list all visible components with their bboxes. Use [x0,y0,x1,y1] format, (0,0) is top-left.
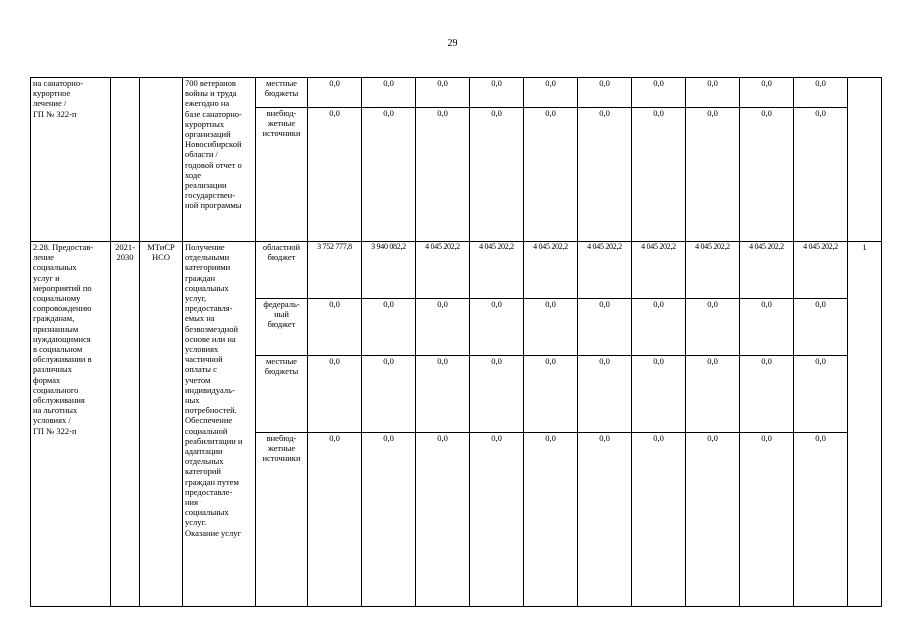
value-cell: 0,0 [524,78,578,108]
value-cell: 0,0 [578,356,632,433]
value-cell: 0,0 [794,433,848,607]
value-cell: 0,0 [740,299,794,356]
value-cell: 0,0 [524,299,578,356]
value-cell: 0,0 [416,78,470,108]
value-cell: 4 045 202,2 [632,242,686,299]
value-cell: 0,0 [686,356,740,433]
value-cell: 0,0 [470,78,524,108]
value-cell: 0,0 [362,433,416,607]
result-cell: 700 ветеранов войны и труда ежегодно на базе санаторно- курортных организаций Новосибирской области / годовой отчет о ходе реализации государствен- ной программы [183,78,256,242]
value-cell: 0,0 [794,356,848,433]
value-cell: 0,0 [416,433,470,607]
value-cell: 0,0 [308,356,362,433]
value-cell: 0,0 [632,356,686,433]
value-cell: 4 045 202,2 [740,242,794,299]
value-cell: 0,0 [416,108,470,242]
value-cell: 0,0 [578,299,632,356]
table-row [31,242,882,299]
value-cell: 0,0 [470,299,524,356]
value-cell: 0,0 [632,78,686,108]
value-cell: 0,0 [686,299,740,356]
value-cell: 0,0 [578,433,632,607]
value-cell: 0,0 [794,78,848,108]
table-row [31,78,882,108]
value-cell: 0,0 [740,108,794,242]
value-cell: 4 045 202,2 [416,242,470,299]
value-cell: 4 045 202,2 [578,242,632,299]
value-cell: 0,0 [362,356,416,433]
value-cell: 0,0 [416,356,470,433]
event-name-cell: на санаторно- курортное лечение / ГП № 322-п [31,78,111,242]
last-column-cell: 1 [848,242,882,607]
value-cell: 0,0 [362,108,416,242]
table-body [31,78,882,607]
page-number: 29 [447,38,458,49]
value-cell: 0,0 [686,78,740,108]
executor-cell [140,78,183,242]
value-cell: 4 045 202,2 [470,242,524,299]
source-label: местные бюджеты [256,356,308,433]
value-cell: 3 940 082,2 [362,242,416,299]
value-cell: 0,0 [578,78,632,108]
value-cell: 0,0 [470,356,524,433]
value-cell: 0,0 [308,78,362,108]
period-cell: 2021- 2030 [111,242,140,607]
value-cell: 0,0 [524,433,578,607]
source-label: внебюд- жетные источники [256,433,308,607]
value-cell: 4 045 202,2 [686,242,740,299]
value-cell: 0,0 [308,299,362,356]
value-cell: 0,0 [794,108,848,242]
executor-cell: МТиСР НСО [140,242,183,607]
value-cell: 0,0 [740,433,794,607]
value-cell: 0,0 [308,433,362,607]
value-cell: 0,0 [740,78,794,108]
value-cell: 0,0 [632,299,686,356]
value-cell: 0,0 [416,299,470,356]
value-cell: 0,0 [794,299,848,356]
program-table [30,77,882,607]
value-cell: 0,0 [632,433,686,607]
last-column-cell [848,78,882,242]
value-cell: 3 752 777,8 [308,242,362,299]
value-cell: 0,0 [686,433,740,607]
value-cell: 0,0 [686,108,740,242]
value-cell: 0,0 [524,108,578,242]
value-cell: 0,0 [470,108,524,242]
value-cell: 4 045 202,2 [794,242,848,299]
result-cell: Получение отдельными категориями граждан социальных услуг, предоставля- емых на безвозмездной основе или на условиях частичной оплаты с учетом индивидуаль- ных потребностей. Обеспечение социальной реабилитации и адаптации отдельных категорий граждан путем предоставле- ния социальных услуг. Оказание услуг [183,242,256,607]
value-cell: 0,0 [308,108,362,242]
source-label: местные бюджеты [256,78,308,108]
value-cell: 0,0 [470,433,524,607]
value-cell: 4 045 202,2 [524,242,578,299]
value-cell: 0,0 [578,108,632,242]
period-cell [111,78,140,242]
value-cell: 0,0 [740,356,794,433]
source-label: областной бюджет [256,242,308,299]
value-cell: 0,0 [362,299,416,356]
value-cell: 0,0 [362,78,416,108]
source-label: внебюд- жетные источники [256,108,308,242]
source-label: федераль- ный бюджет [256,299,308,356]
value-cell: 0,0 [524,356,578,433]
event-name-cell: 2.28. Предостав- ление социальных услуг и мероприятий по социальному сопровождению гражданам, признанным нуждающимися в социальном обслуживании в различных формах социального обслуживания на льготных условиях / ГП № 322-п [31,242,111,607]
value-cell: 0,0 [632,108,686,242]
